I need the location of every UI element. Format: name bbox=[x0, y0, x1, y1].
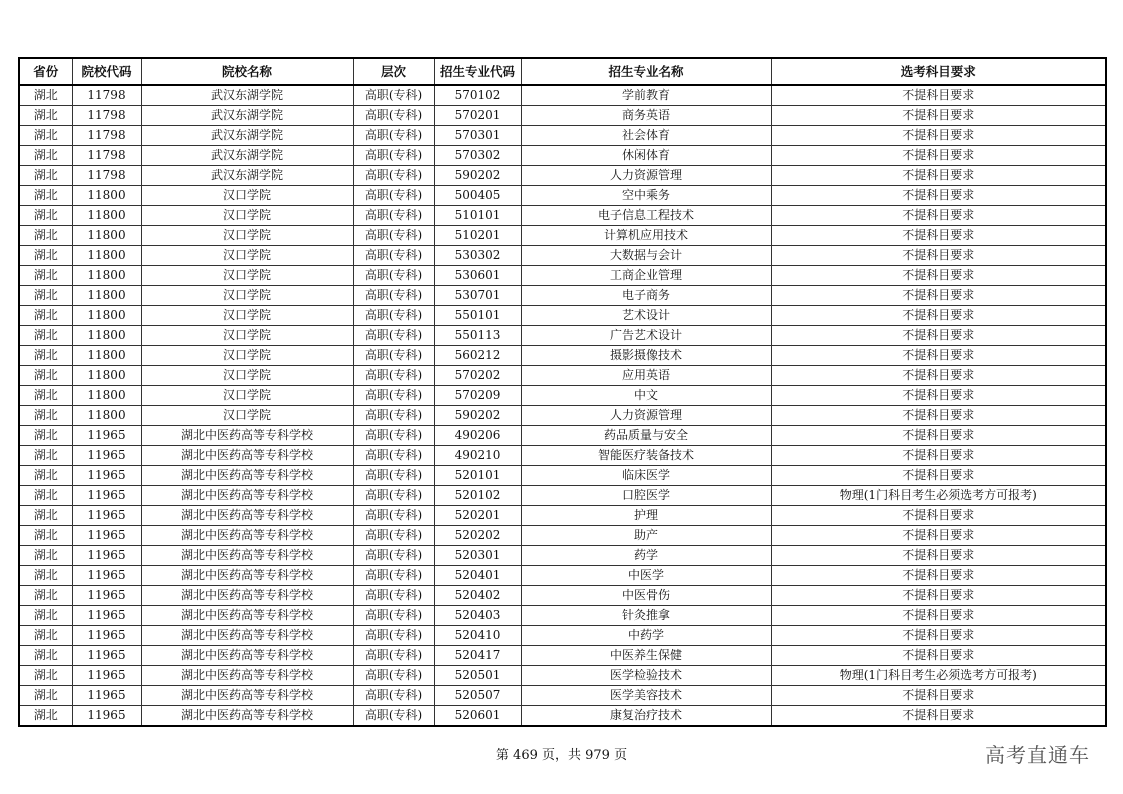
cell-level: 高职(专科) bbox=[353, 606, 434, 626]
cell-school-code: 11800 bbox=[72, 366, 141, 386]
cell-school-name: 汉口学院 bbox=[141, 286, 353, 306]
table-row bbox=[19, 186, 1106, 206]
cell-subject-requirement: 不提科目要求 bbox=[771, 306, 1106, 326]
cell-province: 湖北 bbox=[19, 666, 72, 686]
cell-school-code: 11798 bbox=[72, 126, 141, 146]
cell-province: 湖北 bbox=[19, 546, 72, 566]
table-row bbox=[19, 146, 1106, 166]
cell-school-name: 汉口学院 bbox=[141, 266, 353, 286]
cell-province: 湖北 bbox=[19, 566, 72, 586]
cell-major-code: 520101 bbox=[434, 466, 521, 486]
cell-school-name: 湖北中医药高等专科学校 bbox=[141, 526, 353, 546]
cell-province: 湖北 bbox=[19, 206, 72, 226]
cell-subject-requirement: 不提科目要求 bbox=[771, 346, 1106, 366]
cell-school-code: 11800 bbox=[72, 226, 141, 246]
cell-province: 湖北 bbox=[19, 246, 72, 266]
cell-level: 高职(专科) bbox=[353, 106, 434, 126]
cell-major-name: 药品质量与安全 bbox=[521, 426, 771, 446]
cell-major-code: 570102 bbox=[434, 85, 521, 106]
table-row bbox=[19, 466, 1106, 486]
cell-major-code: 550113 bbox=[434, 326, 521, 346]
col-header-school-code: 院校代码 bbox=[72, 58, 141, 85]
cell-subject-requirement: 不提科目要求 bbox=[771, 526, 1106, 546]
table-row bbox=[19, 646, 1106, 666]
cell-school-code: 11965 bbox=[72, 446, 141, 466]
cell-major-name: 摄影摄像技术 bbox=[521, 346, 771, 366]
cell-province: 湖北 bbox=[19, 306, 72, 326]
cell-school-code: 11800 bbox=[72, 266, 141, 286]
cell-subject-requirement: 物理(1门科目考生必须选考方可报考) bbox=[771, 666, 1106, 686]
cell-major-code: 520402 bbox=[434, 586, 521, 606]
table-row bbox=[19, 386, 1106, 406]
cell-major-name: 人力资源管理 bbox=[521, 406, 771, 426]
cell-major-name: 空中乘务 bbox=[521, 186, 771, 206]
cell-school-name: 湖北中医药高等专科学校 bbox=[141, 466, 353, 486]
cell-province: 湖北 bbox=[19, 586, 72, 606]
cell-level: 高职(专科) bbox=[353, 366, 434, 386]
cell-major-name: 电子商务 bbox=[521, 286, 771, 306]
cell-school-code: 11965 bbox=[72, 646, 141, 666]
cell-major-code: 520417 bbox=[434, 646, 521, 666]
cell-school-code: 11800 bbox=[72, 286, 141, 306]
cell-subject-requirement: 不提科目要求 bbox=[771, 406, 1106, 426]
cell-major-name: 艺术设计 bbox=[521, 306, 771, 326]
cell-subject-requirement: 物理(1门科目考生必须选考方可报考) bbox=[771, 486, 1106, 506]
cell-school-code: 11798 bbox=[72, 85, 141, 106]
cell-major-code: 520507 bbox=[434, 686, 521, 706]
cell-major-code: 520501 bbox=[434, 666, 521, 686]
cell-major-code: 530302 bbox=[434, 246, 521, 266]
cell-school-name: 湖北中医药高等专科学校 bbox=[141, 426, 353, 446]
cell-school-name: 湖北中医药高等专科学校 bbox=[141, 706, 353, 727]
cell-major-name: 药学 bbox=[521, 546, 771, 566]
cell-major-code: 520401 bbox=[434, 566, 521, 586]
cell-major-code: 520202 bbox=[434, 526, 521, 546]
cell-major-name: 针灸推拿 bbox=[521, 606, 771, 626]
cell-subject-requirement: 不提科目要求 bbox=[771, 586, 1106, 606]
cell-major-name: 工商企业管理 bbox=[521, 266, 771, 286]
cell-level: 高职(专科) bbox=[353, 406, 434, 426]
cell-major-code: 570302 bbox=[434, 146, 521, 166]
cell-school-code: 11965 bbox=[72, 526, 141, 546]
cell-subject-requirement: 不提科目要求 bbox=[771, 146, 1106, 166]
cell-level: 高职(专科) bbox=[353, 186, 434, 206]
cell-subject-requirement: 不提科目要求 bbox=[771, 126, 1106, 146]
table-row bbox=[19, 606, 1106, 626]
cell-province: 湖北 bbox=[19, 146, 72, 166]
cell-subject-requirement: 不提科目要求 bbox=[771, 266, 1106, 286]
cell-level: 高职(专科) bbox=[353, 666, 434, 686]
cell-province: 湖北 bbox=[19, 106, 72, 126]
cell-school-code: 11965 bbox=[72, 706, 141, 727]
table-row bbox=[19, 346, 1106, 366]
cell-school-code: 11965 bbox=[72, 466, 141, 486]
cell-school-code: 11965 bbox=[72, 666, 141, 686]
cell-major-code: 570202 bbox=[434, 366, 521, 386]
cell-school-name: 汉口学院 bbox=[141, 226, 353, 246]
cell-major-name: 学前教育 bbox=[521, 85, 771, 106]
cell-major-code: 570201 bbox=[434, 106, 521, 126]
cell-school-name: 汉口学院 bbox=[141, 186, 353, 206]
cell-school-code: 11965 bbox=[72, 686, 141, 706]
cell-major-name: 智能医疗装备技术 bbox=[521, 446, 771, 466]
cell-province: 湖北 bbox=[19, 286, 72, 306]
admission-table bbox=[18, 57, 1107, 727]
cell-level: 高职(专科) bbox=[353, 246, 434, 266]
cell-major-name: 休闲体育 bbox=[521, 146, 771, 166]
cell-level: 高职(专科) bbox=[353, 286, 434, 306]
cell-subject-requirement: 不提科目要求 bbox=[771, 226, 1106, 246]
cell-level: 高职(专科) bbox=[353, 306, 434, 326]
cell-province: 湖北 bbox=[19, 326, 72, 346]
table-row bbox=[19, 586, 1106, 606]
cell-major-name: 中医学 bbox=[521, 566, 771, 586]
cell-school-code: 11965 bbox=[72, 606, 141, 626]
cell-school-code: 11965 bbox=[72, 426, 141, 446]
cell-level: 高职(专科) bbox=[353, 686, 434, 706]
cell-school-name: 武汉东湖学院 bbox=[141, 166, 353, 186]
cell-level: 高职(专科) bbox=[353, 446, 434, 466]
table-row bbox=[19, 406, 1106, 426]
cell-major-name: 电子信息工程技术 bbox=[521, 206, 771, 226]
cell-school-name: 湖北中医药高等专科学校 bbox=[141, 506, 353, 526]
cell-province: 湖北 bbox=[19, 506, 72, 526]
cell-school-code: 11965 bbox=[72, 566, 141, 586]
cell-subject-requirement: 不提科目要求 bbox=[771, 186, 1106, 206]
table-row bbox=[19, 526, 1106, 546]
cell-province: 湖北 bbox=[19, 426, 72, 446]
cell-level: 高职(专科) bbox=[353, 206, 434, 226]
cell-school-code: 11800 bbox=[72, 386, 141, 406]
cell-subject-requirement: 不提科目要求 bbox=[771, 426, 1106, 446]
cell-major-name: 广告艺术设计 bbox=[521, 326, 771, 346]
cell-level: 高职(专科) bbox=[353, 626, 434, 646]
cell-subject-requirement: 不提科目要求 bbox=[771, 446, 1106, 466]
cell-province: 湖北 bbox=[19, 686, 72, 706]
col-header-subject-requirement: 选考科目要求 bbox=[771, 58, 1106, 85]
cell-subject-requirement: 不提科目要求 bbox=[771, 626, 1106, 646]
cell-school-code: 11800 bbox=[72, 346, 141, 366]
cell-major-name: 助产 bbox=[521, 526, 771, 546]
cell-school-code: 11798 bbox=[72, 146, 141, 166]
cell-major-name: 医学检验技术 bbox=[521, 666, 771, 686]
cell-level: 高职(专科) bbox=[353, 466, 434, 486]
cell-school-code: 11965 bbox=[72, 546, 141, 566]
table-row bbox=[19, 626, 1106, 646]
cell-school-name: 汉口学院 bbox=[141, 326, 353, 346]
cell-level: 高职(专科) bbox=[353, 546, 434, 566]
cell-level: 高职(专科) bbox=[353, 526, 434, 546]
cell-major-code: 560212 bbox=[434, 346, 521, 366]
table-row bbox=[19, 286, 1106, 306]
cell-major-code: 550101 bbox=[434, 306, 521, 326]
cell-school-name: 武汉东湖学院 bbox=[141, 85, 353, 106]
cell-major-name: 医学美容技术 bbox=[521, 686, 771, 706]
cell-province: 湖北 bbox=[19, 466, 72, 486]
table-row bbox=[19, 85, 1106, 106]
table-row bbox=[19, 566, 1106, 586]
cell-major-name: 人力资源管理 bbox=[521, 166, 771, 186]
cell-major-name: 应用英语 bbox=[521, 366, 771, 386]
page-number: 第 469 页，共 979 页 bbox=[495, 748, 628, 763]
cell-subject-requirement: 不提科目要求 bbox=[771, 85, 1106, 106]
cell-province: 湖北 bbox=[19, 85, 72, 106]
cell-major-code: 590202 bbox=[434, 166, 521, 186]
table-row bbox=[19, 206, 1106, 226]
cell-school-name: 汉口学院 bbox=[141, 366, 353, 386]
cell-province: 湖北 bbox=[19, 346, 72, 366]
cell-school-name: 武汉东湖学院 bbox=[141, 146, 353, 166]
cell-level: 高职(专科) bbox=[353, 85, 434, 106]
cell-school-name: 湖北中医药高等专科学校 bbox=[141, 626, 353, 646]
cell-major-code: 520301 bbox=[434, 546, 521, 566]
cell-major-code: 520601 bbox=[434, 706, 521, 727]
cell-subject-requirement: 不提科目要求 bbox=[771, 206, 1106, 226]
cell-subject-requirement: 不提科目要求 bbox=[771, 366, 1106, 386]
cell-subject-requirement: 不提科目要求 bbox=[771, 686, 1106, 706]
cell-major-code: 510201 bbox=[434, 226, 521, 246]
cell-subject-requirement: 不提科目要求 bbox=[771, 166, 1106, 186]
cell-school-name: 武汉东湖学院 bbox=[141, 126, 353, 146]
cell-subject-requirement: 不提科目要求 bbox=[771, 246, 1106, 266]
cell-school-name: 汉口学院 bbox=[141, 386, 353, 406]
cell-level: 高职(专科) bbox=[353, 346, 434, 366]
table-row bbox=[19, 486, 1106, 506]
cell-major-name: 计算机应用技术 bbox=[521, 226, 771, 246]
cell-level: 高职(专科) bbox=[353, 426, 434, 446]
cell-school-name: 湖北中医药高等专科学校 bbox=[141, 646, 353, 666]
cell-major-code: 530701 bbox=[434, 286, 521, 306]
cell-level: 高职(专科) bbox=[353, 586, 434, 606]
cell-school-code: 11798 bbox=[72, 166, 141, 186]
cell-major-name: 临床医学 bbox=[521, 466, 771, 486]
cell-major-name: 康复治疗技术 bbox=[521, 706, 771, 727]
cell-major-code: 520102 bbox=[434, 486, 521, 506]
cell-school-name: 汉口学院 bbox=[141, 406, 353, 426]
cell-major-name: 口腔医学 bbox=[521, 486, 771, 506]
cell-level: 高职(专科) bbox=[353, 166, 434, 186]
cell-major-code: 520403 bbox=[434, 606, 521, 626]
table-body bbox=[19, 85, 1106, 726]
cell-school-name: 汉口学院 bbox=[141, 246, 353, 266]
cell-subject-requirement: 不提科目要求 bbox=[771, 506, 1106, 526]
table-row bbox=[19, 366, 1106, 386]
cell-province: 湖北 bbox=[19, 266, 72, 286]
cell-school-name: 湖北中医药高等专科学校 bbox=[141, 446, 353, 466]
cell-school-name: 汉口学院 bbox=[141, 206, 353, 226]
cell-school-code: 11800 bbox=[72, 186, 141, 206]
cell-major-name: 大数据与会计 bbox=[521, 246, 771, 266]
table-header-row bbox=[19, 58, 1106, 85]
table-row bbox=[19, 126, 1106, 146]
cell-school-name: 汉口学院 bbox=[141, 346, 353, 366]
cell-major-name: 中医骨伤 bbox=[521, 586, 771, 606]
cell-school-code: 11800 bbox=[72, 246, 141, 266]
table-row bbox=[19, 246, 1106, 266]
col-header-major-code: 招生专业代码 bbox=[434, 58, 521, 85]
cell-school-code: 11965 bbox=[72, 626, 141, 646]
table-row bbox=[19, 446, 1106, 466]
cell-level: 高职(专科) bbox=[353, 566, 434, 586]
cell-province: 湖北 bbox=[19, 406, 72, 426]
cell-major-name: 中医养生保健 bbox=[521, 646, 771, 666]
cell-level: 高职(专科) bbox=[353, 506, 434, 526]
watermark-text: 高考直通车 bbox=[985, 743, 1090, 767]
cell-school-name: 武汉东湖学院 bbox=[141, 106, 353, 126]
cell-major-name: 中文 bbox=[521, 386, 771, 406]
cell-school-code: 11965 bbox=[72, 486, 141, 506]
table-row bbox=[19, 106, 1106, 126]
cell-school-name: 湖北中医药高等专科学校 bbox=[141, 546, 353, 566]
cell-level: 高职(专科) bbox=[353, 266, 434, 286]
cell-province: 湖北 bbox=[19, 606, 72, 626]
cell-subject-requirement: 不提科目要求 bbox=[771, 106, 1106, 126]
cell-province: 湖北 bbox=[19, 226, 72, 246]
cell-subject-requirement: 不提科目要求 bbox=[771, 286, 1106, 306]
cell-level: 高职(专科) bbox=[353, 486, 434, 506]
cell-province: 湖北 bbox=[19, 526, 72, 546]
cell-school-name: 湖北中医药高等专科学校 bbox=[141, 486, 353, 506]
cell-school-name: 湖北中医药高等专科学校 bbox=[141, 566, 353, 586]
cell-major-code: 520410 bbox=[434, 626, 521, 646]
cell-level: 高职(专科) bbox=[353, 146, 434, 166]
table-row bbox=[19, 306, 1106, 326]
table-row bbox=[19, 426, 1106, 446]
cell-subject-requirement: 不提科目要求 bbox=[771, 706, 1106, 727]
cell-subject-requirement: 不提科目要求 bbox=[771, 646, 1106, 666]
cell-school-name: 湖北中医药高等专科学校 bbox=[141, 586, 353, 606]
cell-school-code: 11800 bbox=[72, 206, 141, 226]
table-row bbox=[19, 266, 1106, 286]
cell-school-code: 11965 bbox=[72, 586, 141, 606]
table-row bbox=[19, 706, 1106, 727]
cell-level: 高职(专科) bbox=[353, 226, 434, 246]
cell-school-code: 11965 bbox=[72, 506, 141, 526]
cell-subject-requirement: 不提科目要求 bbox=[771, 546, 1106, 566]
cell-major-code: 490206 bbox=[434, 426, 521, 446]
cell-province: 湖北 bbox=[19, 706, 72, 727]
cell-major-code: 590202 bbox=[434, 406, 521, 426]
table-row bbox=[19, 666, 1106, 686]
cell-major-name: 护理 bbox=[521, 506, 771, 526]
cell-subject-requirement: 不提科目要求 bbox=[771, 606, 1106, 626]
cell-major-code: 510101 bbox=[434, 206, 521, 226]
table-row bbox=[19, 226, 1106, 246]
cell-level: 高职(专科) bbox=[353, 386, 434, 406]
cell-major-code: 570301 bbox=[434, 126, 521, 146]
col-header-level: 层次 bbox=[353, 58, 434, 85]
cell-major-code: 500405 bbox=[434, 186, 521, 206]
cell-level: 高职(专科) bbox=[353, 126, 434, 146]
cell-major-code: 570209 bbox=[434, 386, 521, 406]
cell-level: 高职(专科) bbox=[353, 646, 434, 666]
cell-subject-requirement: 不提科目要求 bbox=[771, 386, 1106, 406]
cell-school-code: 11798 bbox=[72, 106, 141, 126]
cell-subject-requirement: 不提科目要求 bbox=[771, 466, 1106, 486]
cell-major-name: 社会体育 bbox=[521, 126, 771, 146]
cell-province: 湖北 bbox=[19, 386, 72, 406]
cell-school-name: 湖北中医药高等专科学校 bbox=[141, 666, 353, 686]
cell-school-code: 11800 bbox=[72, 326, 141, 346]
cell-subject-requirement: 不提科目要求 bbox=[771, 326, 1106, 346]
table-row bbox=[19, 166, 1106, 186]
cell-level: 高职(专科) bbox=[353, 326, 434, 346]
cell-school-name: 汉口学院 bbox=[141, 306, 353, 326]
cell-school-code: 11800 bbox=[72, 406, 141, 426]
cell-school-code: 11800 bbox=[72, 306, 141, 326]
cell-level: 高职(专科) bbox=[353, 706, 434, 727]
cell-school-name: 湖北中医药高等专科学校 bbox=[141, 686, 353, 706]
col-header-major-name: 招生专业名称 bbox=[521, 58, 771, 85]
cell-province: 湖北 bbox=[19, 126, 72, 146]
table-row bbox=[19, 506, 1106, 526]
cell-province: 湖北 bbox=[19, 646, 72, 666]
table-row bbox=[19, 546, 1106, 566]
cell-major-code: 520201 bbox=[434, 506, 521, 526]
cell-province: 湖北 bbox=[19, 166, 72, 186]
cell-province: 湖北 bbox=[19, 486, 72, 506]
cell-province: 湖北 bbox=[19, 626, 72, 646]
cell-school-name: 湖北中医药高等专科学校 bbox=[141, 606, 353, 626]
cell-province: 湖北 bbox=[19, 366, 72, 386]
table-row bbox=[19, 686, 1106, 706]
cell-major-code: 490210 bbox=[434, 446, 521, 466]
cell-province: 湖北 bbox=[19, 186, 72, 206]
cell-subject-requirement: 不提科目要求 bbox=[771, 566, 1106, 586]
table-row bbox=[19, 326, 1106, 346]
cell-province: 湖北 bbox=[19, 446, 72, 466]
col-header-province: 省份 bbox=[19, 58, 72, 85]
col-header-school-name: 院校名称 bbox=[141, 58, 353, 85]
cell-major-name: 商务英语 bbox=[521, 106, 771, 126]
cell-major-code: 530601 bbox=[434, 266, 521, 286]
cell-major-name: 中药学 bbox=[521, 626, 771, 646]
